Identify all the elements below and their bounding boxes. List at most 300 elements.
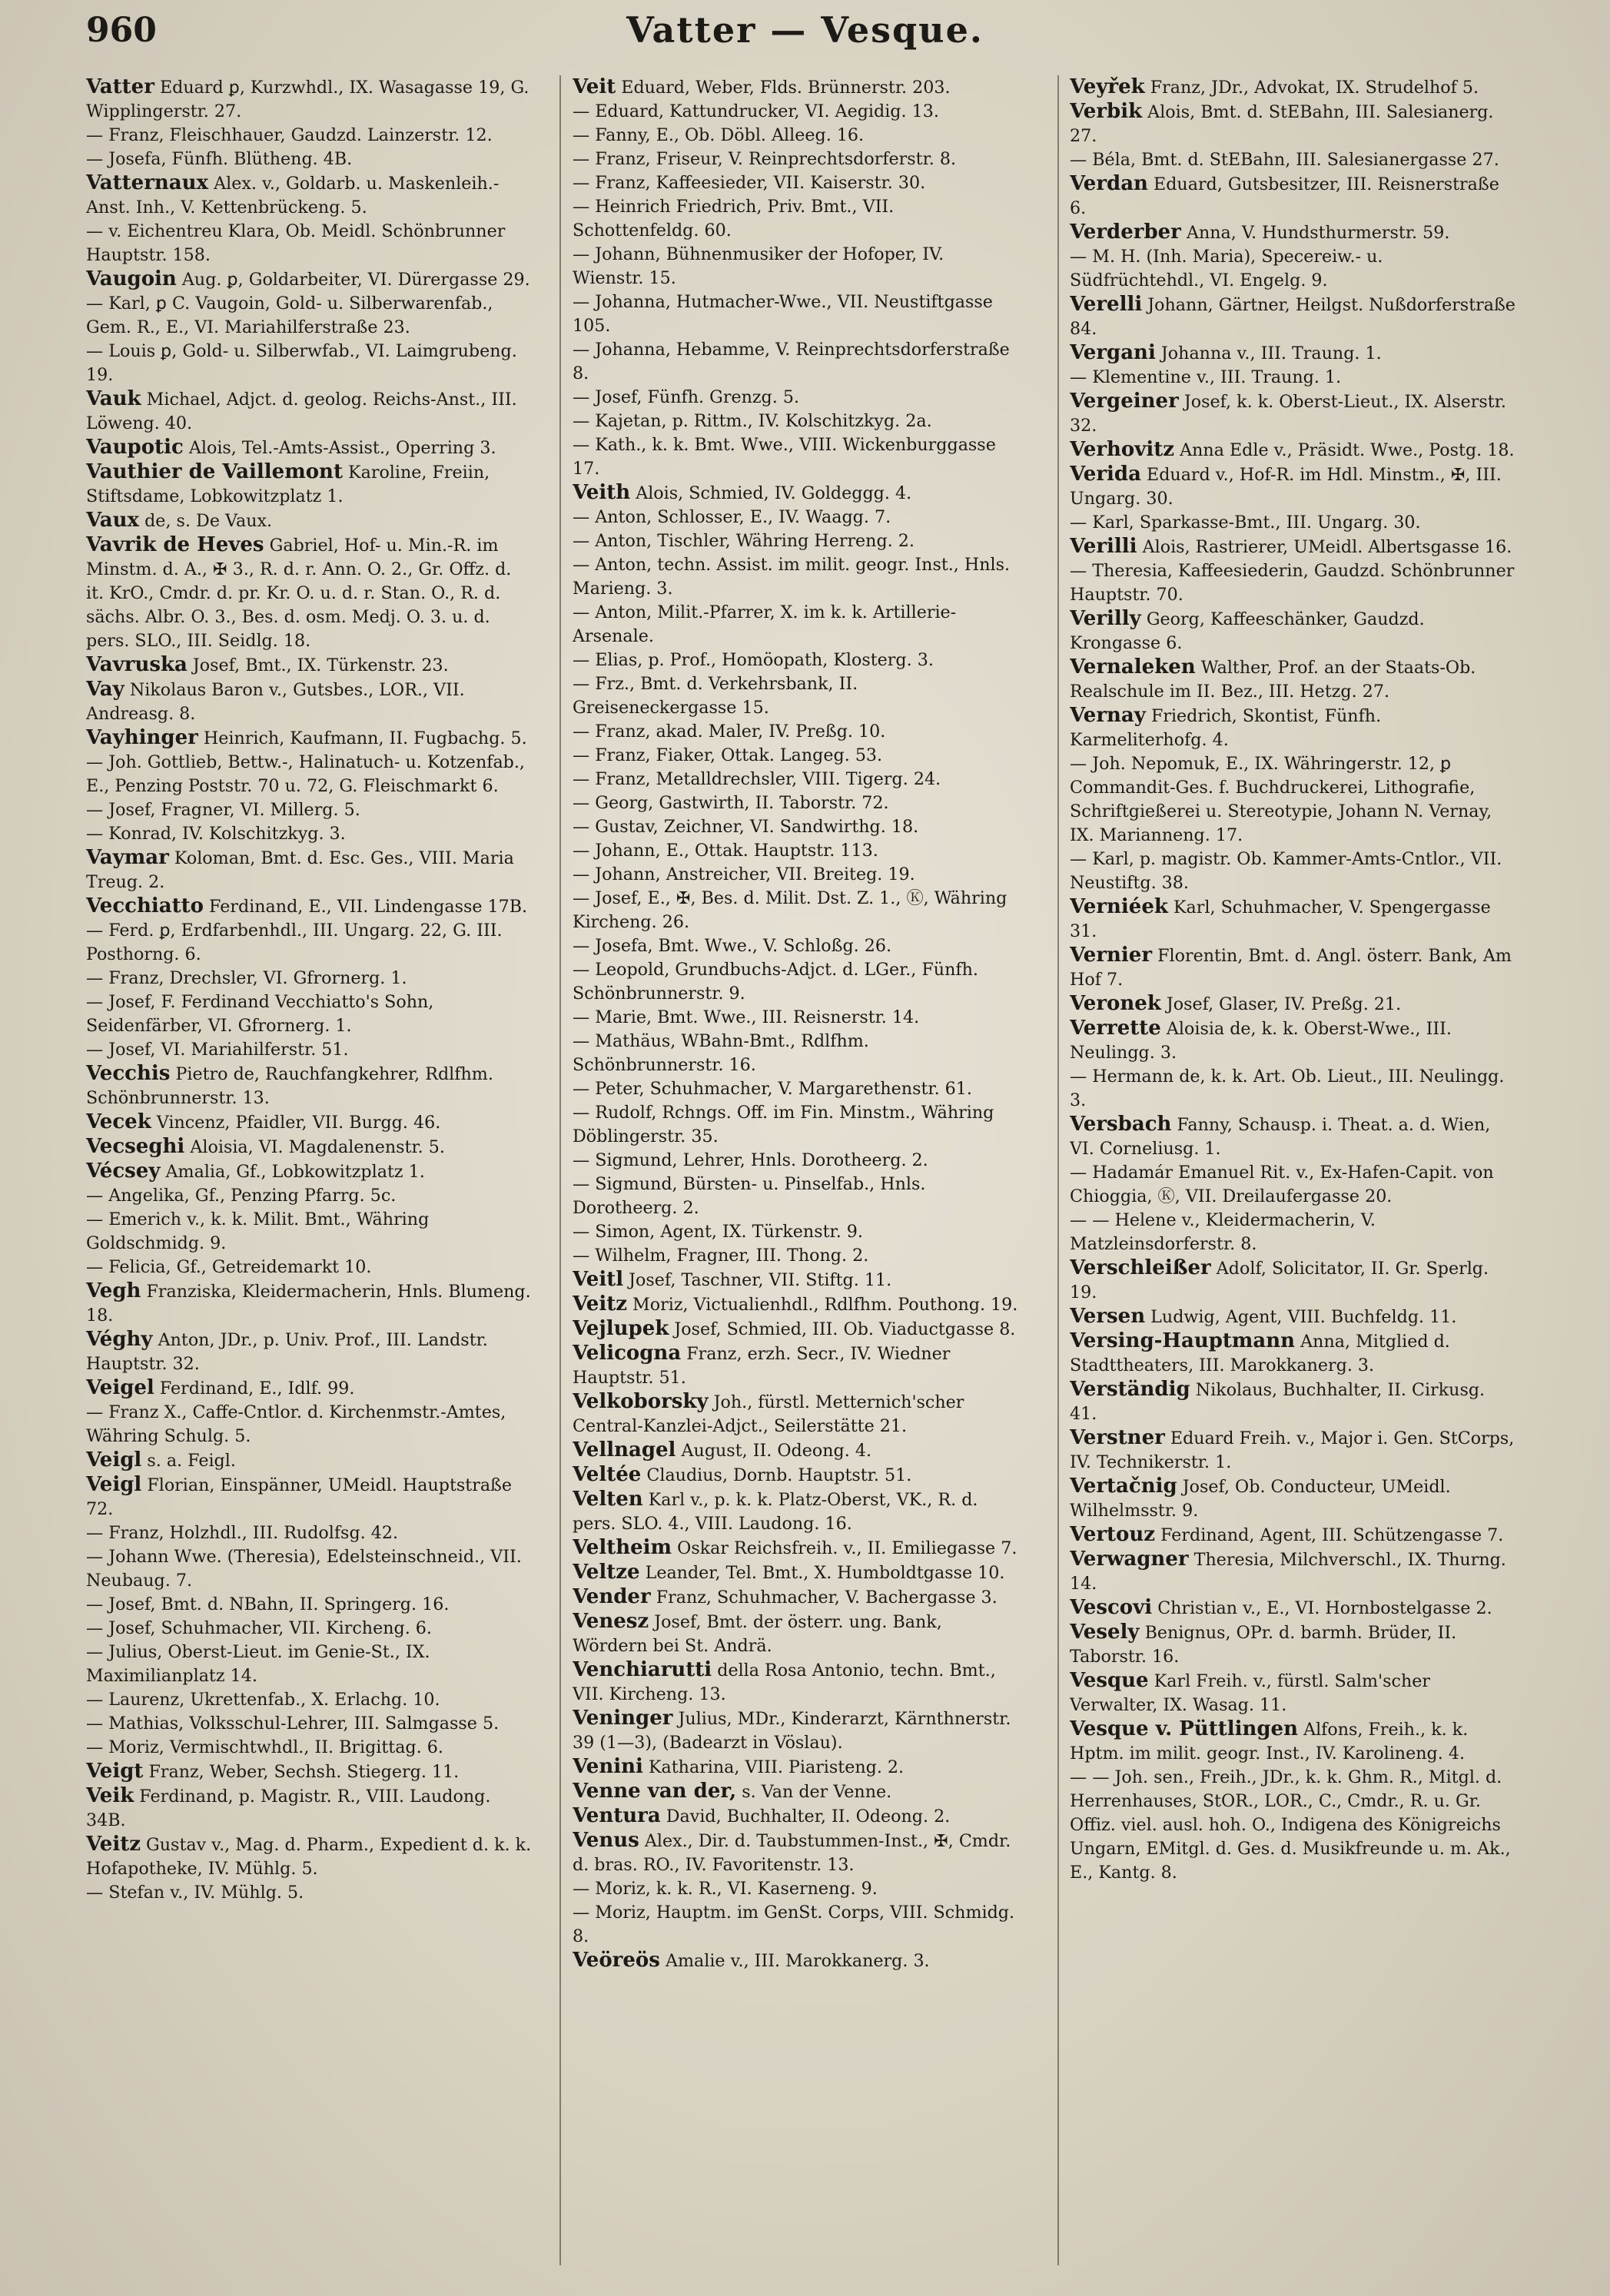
entry-details: — Moriz, Vermischtwhdl., II. Brigittag. 6. [86,1737,443,1757]
directory-entry [573,720,1018,744]
entry-details: Theresia, Milchverschl., IX. Thurng. 14. [1070,1550,1506,1594]
entry-surname: Verida [1070,463,1141,486]
entry-details: — Josefa, Fünfh. Blütheng. 4B. [86,149,353,169]
entry-details: — Julius, Oberst-Lieut. im Genie-St., IX. Maximilianplatz 14. [86,1642,430,1686]
directory-entry [86,1688,532,1712]
entry-surname: Vernier [1070,944,1153,967]
entry-surname: Verilly [1070,607,1141,630]
directory-entry [1070,1209,1515,1256]
column-divider [1057,75,1059,2265]
entry-details: Karl v., p. k. k. Platz-Oberst, VK., R. d. pers. SLO. 4., VIII. Laudong. 16. [573,1490,978,1534]
entry-details: Eduard Freih. v., Major i. Gen. StCorps, IV. Technikerstr. 1. [1070,1428,1515,1472]
entry-details: — Johann, Anstreicher, VII. Breiteg. 19. [573,864,915,884]
entry-details: — Franz, Friseur, V. Reinprechtsdorferstr. 8. [573,149,957,169]
entry-surname: Verwagner [1070,1548,1189,1571]
entry-details: Ferdinand, E., VII. Lindengasse 17B. [209,897,528,917]
entry-details: Alois, Tel.-Amts-Assist., Operring 3. [188,438,496,458]
entry-surname: Vergani [1070,341,1156,364]
directory-entry [573,839,1018,863]
directory-entry [573,1561,1018,1585]
directory-entry [573,1077,1018,1101]
entry-surname: Verderber [1070,221,1181,244]
entry-details: Leander, Tel. Bmt., X. Humboldtgasse 10. [645,1563,1005,1583]
entry-details: Fanny, Schausp. i. Theat. a. d. Wien, VI. Corneliusg. 1. [1070,1115,1491,1159]
entry-details: Johanna v., III. Traung. 1. [1160,343,1382,363]
directory-entry [86,919,532,967]
directory-entry [1070,1017,1515,1065]
directory-entry [573,243,1018,290]
entry-surname: Vayhinger [86,726,198,749]
entry-surname: Veit [573,75,616,98]
directory-entry [573,410,1018,433]
entry-surname: Vecek [86,1110,151,1133]
directory-entry [573,1268,1018,1292]
entry-surname: Vaux [86,509,140,532]
directory-entry [573,386,1018,410]
entry-surname: Versing-Hauptmann [1070,1329,1296,1352]
directory-entry [86,75,532,124]
entry-details: — Joh. Gottlieb, Bettw.-, Halinatuch- u. Kotzenfab., E., Penzing Poststr. 70 u. 72, G. Fleischmarkt 6. [86,752,525,796]
directory-entry [573,1610,1018,1658]
entry-details: Ludwig, Agent, VIII. Buchfeldg. 11. [1150,1307,1457,1327]
entry-details: Eduard, Gutsbesitzer, III. Reisnerstraße 6. [1070,174,1499,218]
entry-details: — Josef, Fragner, VI. Millerg. 5. [86,800,360,820]
entry-surname: Venesz [573,1610,649,1633]
entry-surname: Versbach [1070,1113,1172,1136]
entry-details: — Franz, akad. Maler, IV. Preßg. 10. [573,722,886,742]
entry-details: — Mathias, Volksschul-Lehrer, III. Salmgasse 5. [86,1714,500,1734]
directory-entry [1070,148,1515,172]
directory-entry [86,148,532,171]
entry-details: — Anton, Milit.-Pfarrer, X. im k. k. Artillerie-Arsenale. [573,602,957,646]
entry-surname: Vertačnig [1070,1475,1177,1498]
directory-entry [1070,1596,1515,1621]
entry-surname: Verniéek [1070,895,1168,918]
entry-details: — M. H. (Inh. Maria), Specereiw.- u. Südfrüchtehdl., VI. Engelg. 9. [1070,247,1383,290]
directory-entry [1070,1256,1515,1305]
directory-entry [1070,704,1515,752]
directory-entry [86,1135,532,1160]
directory-entry [86,678,532,726]
entry-details: Amalia, Gf., Lobkowitzplatz 1. [165,1162,425,1182]
entry-surname: Versen [1070,1305,1146,1328]
entry-surname: Vauk [86,387,141,410]
directory-entry [573,195,1018,243]
directory-entry [573,171,1018,195]
directory-entry [1070,1426,1515,1475]
directory-entry [86,292,532,340]
directory-entry [1070,848,1515,895]
directory-entry [86,1160,532,1184]
entry-details: — Ferd. ꝑ, Erdfarbenhdl., III. Ungarg. 22, G. III. Posthorng. 6. [86,921,503,964]
entry-details: — Georg, Gastwirth, II. Taborstr. 72. [573,793,889,813]
entry-surname: Veitz [573,1292,627,1316]
entry-details: Ferdinand, p. Magistr. R., VIII. Laudong. 34B. [86,1787,491,1830]
directory-entry [573,1149,1018,1173]
directory-entry [1070,895,1515,944]
entry-details: — Johann Wwe. (Theresia), Edelsteinschneid., VII. Neubaug. 7. [86,1547,522,1591]
entry-details: — Peter, Schuhmacher, V. Margarethenstr. 61. [573,1079,972,1099]
entry-surname: Verdan [1070,172,1148,195]
entry-details: — Johann, E., Ottak. Hauptstr. 113. [573,841,878,861]
entry-details: Eduard v., Hof-R. im Hdl. Minstm., ✠, III. Ungarg. 30. [1070,465,1502,509]
entry-surname: Vécsey [86,1160,161,1183]
entry-details: Christian v., E., VI. Hornbostelgasse 2. [1157,1598,1492,1618]
entry-details: Alois, Rastrierer, UMeidl. Albertsgasse 16. [1142,537,1512,557]
entry-surname: Verhovitz [1070,438,1175,461]
directory-entry [573,529,1018,553]
entry-details: — Moriz, k. k. R., VI. Kaserneng. 9. [573,1879,878,1899]
entry-details: — Anton, techn. Assist. im milit. geogr. Inst., Hnls. Marieng. 3. [573,555,1011,599]
entry-details: Nikolaus Baron v., Gutsbes., LOR., VII. Andreasg. 8. [86,680,465,724]
directory-entry [1070,1113,1515,1161]
entry-details: — Josef, Fünfh. Grenzg. 5. [573,387,800,407]
column-divider [559,75,561,2265]
entry-details: della Rosa Antonio, techn. Bmt., VII. Kircheng. 13. [573,1661,996,1704]
directory-column-2 [573,75,1018,2273]
entry-details: — Anton, Schlosser, E., IV. Waagg. 7. [573,507,891,527]
directory-entry [1070,1475,1515,1523]
directory-entry [573,1220,1018,1244]
entry-details: — Johanna, Hutmacher-Wwe., VII. Neustiftgasse 105. [573,292,993,336]
entry-surname: Véghy [86,1328,153,1351]
directory-entry [86,460,532,509]
directory-entry [1070,752,1515,848]
directory-entry [86,1062,532,1110]
directory-entry [1070,172,1515,221]
entry-details: Gabriel, Hof- u. Min.-R. im Minstm. d. A., ✠ 3., R. d. r. Ann. O. 2., Gr. Offz. d. it. KrO., Cmdr. d. pr. Kr. O. u. d. r. Stan. O., R. d. sächs. Albr. O. 3., Bes. d. osm. Medj. O. 3. u. d. pers. SLO., III. Seidlg. 18. [86,536,512,651]
entry-details: — Johann, Bühnenmusiker der Hofoper, IV. Wienstr. 15. [573,244,944,288]
directory-entry [86,1712,532,1736]
entry-details: — Klementine v., III. Traung. 1. [1070,367,1342,387]
entry-surname: Vesque [1070,1669,1149,1692]
directory-entry [86,387,532,436]
directory-entry [86,846,532,894]
entry-details: Benignus, OPr. d. barmh. Brüder, II. Taborstr. 16. [1070,1623,1457,1667]
entry-details: — — Joh. sen., Freih., JDr., k. k. Ghm. R., Mitgl. d. Herrenhauses, StOR., LOR., C., Cmdr., R. u. Gr. Offiz. viel. ausl. hoh. O., Indigena des Königreichs Ungarn, EMitgl. d. Ges. d. Musikfreunde u. m. Ak., E., Kantg. 8. [1070,1767,1511,1883]
directory-entry [573,1804,1018,1829]
directory-entry [86,967,532,990]
directory-entry [86,1617,532,1641]
entry-details: Ferdinand, Agent, III. Schützengasse 7. [1160,1525,1504,1545]
directory-entry [573,1390,1018,1438]
entry-details: Alex. v., Goldarb. u. Maskenleih.-Anst. Inh., V. Kettenbrückeng. 5. [86,174,500,217]
directory-entry [86,1401,532,1448]
entry-details: — Josef, VI. Mariahilferstr. 51. [86,1040,349,1060]
entry-surname: Velkoborsky [573,1390,709,1413]
entry-details: Josef, Taschner, VII. Stiftg. 11. [629,1270,892,1290]
page-header [0,0,1610,69]
entry-details: Franziska, Kleidermacherin, Hnls. Blumeng. 18. [86,1282,531,1326]
entry-details: — Hadamár Emanuel Rit. v., Ex-Hafen-Capit. von Chioggia, Ⓚ, VII. Dreilaufergasse 20. [1070,1163,1494,1206]
entry-surname: Ventura [573,1804,661,1827]
entry-details: — Franz, Holzhdl., III. Rudolfsg. 42. [86,1523,399,1543]
entry-details: — Rudolf, Rchngs. Off. im Fin. Minstm., Währing Döblingerstr. 35. [573,1103,994,1146]
entry-surname: Vatternaux [86,171,209,194]
directory-entry [573,1317,1018,1342]
entry-details: — Sigmund, Lehrer, Hnls. Dorotheerg. 2. [573,1150,928,1170]
directory-column-1 [86,75,532,2273]
entry-details: Anna Edle v., Präsidt. Wwe., Postg. 18. [1180,440,1515,460]
entry-surname: Veltheim [573,1536,672,1559]
entry-surname: Venne van der, [573,1780,737,1803]
directory-entry [573,958,1018,1006]
entry-details: — Elias, p. Prof., Homöopath, Klosterg. 3. [573,650,934,670]
directory-entry [1070,1065,1515,1113]
entry-details: Alois, Bmt. d. StEBahn, III. Salesianerg. 27. [1070,102,1494,146]
directory-entry [573,1536,1018,1561]
directory-entry [1070,1548,1515,1596]
entry-details: Walther, Prof. an der Staats-Ob. Realschule im II. Bez., III. Hetzg. 27. [1070,658,1476,702]
directory-entry [86,1279,532,1328]
entry-details: — Franz, Drechsler, VI. Gfrornerg. 1. [86,968,407,988]
entry-details: — Konrad, IV. Kolschitzkyg. 3. [86,824,346,844]
directory-entry [86,1184,532,1208]
entry-details: — Anton, Tischler, Währing Herreng. 2. [573,531,915,551]
directory-entry [86,751,532,798]
directory-entry [573,1173,1018,1220]
entry-surname: Veyřek [1070,75,1145,98]
directory-entry [86,1256,532,1279]
entry-details: Franz, Schuhmacher, V. Bachergasse 3. [656,1588,998,1608]
directory-entry [573,1877,1018,1901]
directory-entry [86,798,532,822]
directory-entry [573,934,1018,958]
entry-details: August, II. Odeong. 4. [681,1441,871,1461]
directory-entry [1070,245,1515,293]
directory-entry [86,653,532,678]
entry-surname: Venus [573,1829,639,1852]
entry-details: Karl, Schuhmacher, V. Spengergasse 31. [1070,897,1491,941]
directory-entry [86,220,532,267]
directory-entry [573,338,1018,386]
entry-surname: Vesely [1070,1621,1140,1644]
entry-details: — Franz, Fleischhauer, Gaudzd. Lainzerstr. 12. [86,125,493,145]
directory-entry [1070,293,1515,341]
directory-entry [573,791,1018,815]
entry-details: Alois, Schmied, IV. Goldeggg. 4. [636,483,912,503]
entry-details: Julius, MDr., Kinderarzt, Kärnthnerstr. 39 (1—3), (Badearzt in Vöslau). [573,1709,1011,1753]
directory-entry [573,1006,1018,1030]
entry-details: Alfons, Freih., k. k. Hptm. im milit. geogr. Inst., IV. Karolineng. 4. [1070,1720,1469,1763]
entry-details: — Kath., k. k. Bmt. Wwe., VIII. Wickenburggasse 17. [573,435,996,479]
directory-entry [573,768,1018,791]
directory-entry [573,1292,1018,1317]
directory-entry [1070,341,1515,366]
directory-entry [86,1641,532,1688]
directory-entry [1070,1305,1515,1329]
entry-details: — Josefa, Bmt. Wwe., V. Schloßg. 26. [573,936,892,956]
entry-surname: Vaugoin [86,267,177,290]
directory-entry [573,1030,1018,1077]
directory-entry [1070,1329,1515,1378]
entry-details: Katharina, VIII. Piaristeng. 2. [648,1757,905,1777]
directory-entry [573,887,1018,934]
directory-entry [573,649,1018,672]
directory-entry [86,1038,532,1062]
entry-details: Oskar Reichsfreih. v., II. Emiliegasse 7. [677,1538,1017,1558]
entry-surname: Vecchiatto [86,894,204,917]
directory-entry [1070,438,1515,463]
entry-surname: Vejlupek [573,1317,669,1340]
directory-entry [86,1833,532,1881]
entry-surname: Verstner [1070,1426,1165,1449]
directory-entry [1070,511,1515,535]
directory-entry [86,990,532,1038]
directory-entry [573,601,1018,649]
entry-details: Franz, Weber, Sechsh. Stiegerg. 11. [148,1762,460,1782]
entry-details: — Kajetan, p. Rittm., IV. Kolschitzkyg. 2a. [573,411,932,431]
entry-surname: Vaupotic [86,436,184,459]
entry-details: Koloman, Bmt. d. Esc. Ges., VIII. Maria Treug. 2. [86,848,514,892]
directory-entry [86,509,532,533]
entry-details: — Moriz, Hauptm. im GenSt. Corps, VIII. Schmidg. 8. [573,1903,1015,1946]
directory-entry [573,1463,1018,1488]
entry-surname: Veigl [86,1473,142,1496]
directory-entry [1070,366,1515,390]
entry-details: — Emerich v., k. k. Milit. Bmt., Währing Goldschmidg. 9. [86,1209,430,1253]
entry-details: — Eduard, Kattundrucker, VI. Aegidig. 13. [573,101,939,121]
entry-details: — Joh. Nepomuk, E., IX. Währingerstr. 12, ꝑ Commandit-Ges. f. Buchdruckerei, Lithografie, Schriftgießerei u. Stereotypie, Johann N. Vernay, IX. Marianneng. 17. [1070,754,1492,845]
entry-details: Franz, erzh. Secr., IV. Wiedner Hauptstr. 51. [573,1344,951,1388]
entry-details: — Béla, Bmt. d. StEBahn, III. Salesianergasse 27. [1070,150,1499,170]
entry-details: Josef, Schmied, III. Ob. Viaductgasse 8. [674,1319,1016,1339]
entry-details: Aloisia, VI. Magdalenenstr. 5. [190,1137,445,1157]
entry-surname: Verschleißer [1070,1256,1211,1279]
entry-details: Florian, Einspänner, UMeidl. Hauptstraße 72. [86,1475,513,1519]
directory-entry [1070,944,1515,992]
entry-surname: Vernaleken [1070,655,1196,679]
entry-details: Karoline, Freiin, Stiftsdame, Lobkowitzplatz 1. [86,463,490,506]
entry-details: — Theresia, Kaffeesiederin, Gaudzd. Schönbrunner Hauptstr. 70. [1070,561,1515,605]
directory-entry [86,1881,532,1905]
entry-details: — Franz, Kaffeesieder, VII. Kaiserstr. 30. [573,173,926,193]
directory-entry [1070,1669,1515,1717]
entry-details: — Gustav, Zeichner, VI. Sandwirthg. 18. [573,817,919,837]
entry-details: Michael, Adjct. d. geolog. Reichs-Anst., III. Löweng. 40. [86,390,517,433]
directory-entry [573,1585,1018,1610]
entry-surname: Veith [573,481,631,504]
entry-surname: Veik [86,1784,134,1807]
entry-surname: Vatter [86,75,154,98]
directory-entry [86,1473,532,1521]
entry-surname: Verständig [1070,1378,1190,1401]
directory-entry [573,1755,1018,1780]
entry-surname: Veitl [573,1268,624,1291]
entry-details: — Angelika, Gf., Penzing Pfarrg. 5c. [86,1186,397,1206]
entry-details: — Sigmund, Bürsten- u. Pinselfab., Hnls. Dorotheerg. 2. [573,1174,926,1218]
entry-surname: Velicogna [573,1342,682,1365]
directory-entry [573,290,1018,338]
entry-surname: Veöreös [573,1949,660,1972]
entry-details: Ferdinand, E., Idlf. 99. [159,1379,355,1399]
entry-surname: Verelli [1070,293,1143,316]
entry-details: Alex., Dir. d. Taubstummen-Inst., ✠, Cmdr. d. bras. RO., IV. Favoritenstr. 13. [573,1831,1011,1875]
entry-surname: Vaymar [86,846,169,869]
directory-entry [573,1488,1018,1536]
directory-entry [1070,1717,1515,1766]
entry-details: Gustav v., Mag. d. Pharm., Expedient d. k. k. Hofapotheke, IV. Mühlg. 5. [86,1835,532,1879]
entry-surname: Vavrik de Heves [86,533,264,556]
entry-details: s. Van der Venne. [742,1782,892,1802]
directory-entry [86,1110,532,1135]
entry-details: — v. Eichentreu Klara, Ob. Meidl. Schönbrunner Hauptstr. 158. [86,221,506,265]
directory-entry [573,506,1018,529]
directory-entry [86,726,532,751]
directory-entry [573,1949,1018,1973]
directory-entry [573,481,1018,506]
entry-details: Heinrich, Kaufmann, II. Fugbachg. 5. [203,728,527,748]
entry-surname: Vergeiner [1070,390,1179,413]
directory-entry [573,433,1018,481]
entry-surname: Vecchis [86,1062,171,1085]
directory-entry [86,436,532,460]
directory-entry [1070,1161,1515,1209]
directory-entry [1070,1766,1515,1885]
entry-surname: Vellnagel [573,1438,676,1462]
directory-entry [86,124,532,148]
directory-entry [1070,559,1515,607]
page-number: 960 [86,11,157,50]
entry-details: — Louis ꝑ, Gold- u. Silberwfab., VI. Laimgrubeng. 19. [86,341,517,385]
directory-entry [573,1438,1018,1463]
directory-entry [86,533,532,653]
directory-entry [573,1829,1018,1877]
directory-entry [573,863,1018,887]
directory-column-3 [1070,75,1515,2273]
entry-surname: Vecseghi [86,1135,185,1158]
directory-entry [86,1448,532,1473]
entry-details: Franz, JDr., Advokat, IX. Strudelhof 5. [1150,78,1479,98]
entry-details: Anton, JDr., p. Univ. Prof., III. Landstr. Hauptstr. 32. [86,1330,488,1374]
directory-entry [86,171,532,220]
entry-surname: Venini [573,1755,643,1778]
entry-details: — Josef, Bmt. d. NBahn, II. Springerg. 16. [86,1594,450,1614]
directory-entry [1070,1378,1515,1426]
entry-details: — Leopold, Grundbuchs-Adjct. d. LGer., Fünfh. Schönbrunnerstr. 9. [573,960,978,1004]
directory-entry [86,1760,532,1784]
entry-details: — Franz, Fiaker, Ottak. Langeg. 53. [573,745,883,765]
entry-surname: Verilli [1070,535,1137,558]
directory-entry [1070,463,1515,511]
entry-details: — Johanna, Hebamme, V. Reinprechtsdorferstraße 8. [573,340,1010,383]
entry-details: — Karl, p. magistr. Ob. Kammer-Amts-Cntlor., VII. Neustiftg. 38. [1070,849,1502,893]
entry-surname: Veltze [573,1561,640,1584]
entry-surname: Veigel [86,1376,154,1399]
entry-details: — Josef, Schuhmacher, VII. Kircheng. 6. [86,1618,432,1638]
entry-details: Florentin, Bmt. d. Angl. österr. Bank, Am Hof 7. [1070,946,1512,990]
directory-entry [1070,535,1515,559]
entry-details: Josef, k. k. Oberst-Lieut., IX. Alserstr. 32. [1070,392,1506,436]
directory-entry [86,1521,532,1545]
directory-entry [1070,221,1515,245]
entry-details: Aloisia de, k. k. Oberst-Wwe., III. Neulingg. 3. [1070,1019,1452,1063]
directory-entry [573,148,1018,171]
directory-entry [1070,1523,1515,1548]
entry-details: — Hermann de, k. k. Art. Ob. Lieut., III. Neulingg. 3. [1070,1067,1505,1110]
entry-details: Josef, Bmt. der österr. ung. Bank, Wördern bei St. Andrä. [573,1612,942,1656]
entry-details: — Wilhelm, Fragner, III. Thong. 2. [573,1246,869,1266]
directory-entry [573,1707,1018,1755]
entry-surname: Veronek [1070,992,1161,1015]
entry-details: — Karl, ꝑ C. Vaugoin, Gold- u. Silberwarenfab., Gem. R., E., VI. Mariahilferstraße 23. [86,294,493,337]
entry-surname: Vesque v. Püttlingen [1070,1717,1298,1740]
directory-entry [86,1545,532,1593]
entry-details: Nikolaus, Buchhalter, II. Cirkusg. 41. [1070,1380,1486,1424]
directory-entry [573,1342,1018,1390]
entry-details: — Mathäus, WBahn-Bmt., Rdlfhm. Schönbrunnerstr. 16. [573,1031,869,1075]
directory-entry [86,1328,532,1376]
